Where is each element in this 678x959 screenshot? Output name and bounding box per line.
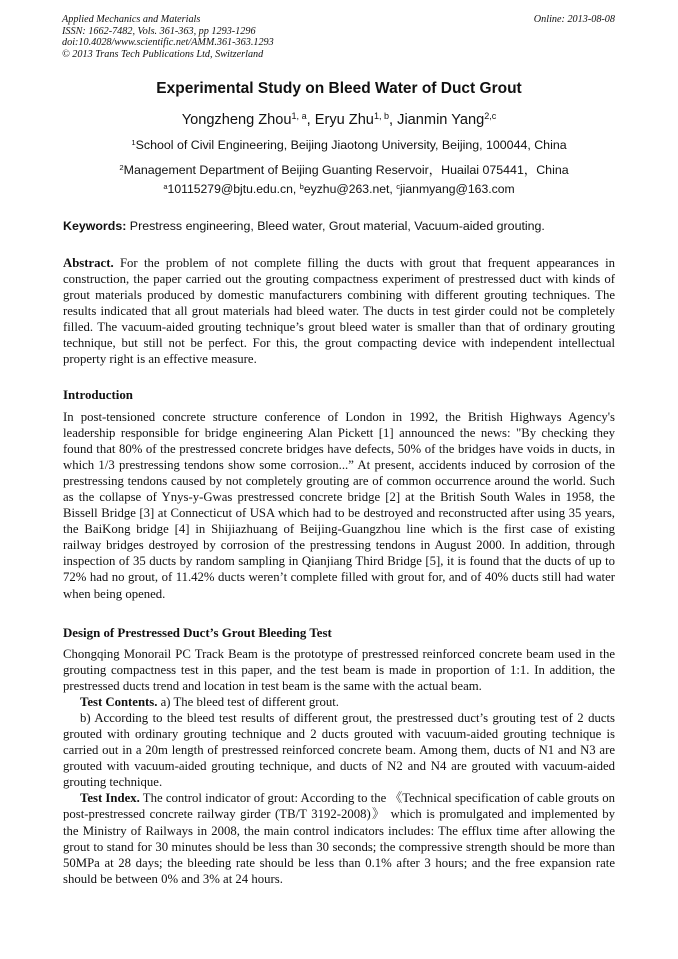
email-text: eyzhu@263.net, xyxy=(303,182,397,196)
affiliation-2 xyxy=(5,160,678,178)
abstract-paragraph xyxy=(63,255,615,367)
online-date: Online: 2013-08-08 xyxy=(533,14,615,25)
affiliation-text: Management Department of Beijing Guanting Reservoir，Huailai 075441，China xyxy=(123,163,569,177)
keywords-label: Keywords: xyxy=(63,219,127,233)
copyright-line: © 2013 Trans Tech Publications Ltd, Switzerland xyxy=(62,48,264,60)
author-affiliation-mark: 1, b xyxy=(373,111,390,122)
test-index-text: The control indicator of grout: According to the 《Technical specification of cable grouts on post-prestressed concrete railway girder (TB/T 3192-2008)》 which is promulgated and implemented by the Ministry of Railways in 2008, the main control indicators includes: The efflux time after allowing the grout to stand for 30 minutes should be less than 30 seconds; the compressive strength should be more than 50MPa at 28 days; the bleeding rate should be less than 0.1% after 3 hours; and the free expansion rate should be between 0% and 3% at 24 hours. xyxy=(63,791,615,886)
paper-title: Experimental Study on Bleed Water of Duct Grout xyxy=(156,80,522,97)
journal-name: Applied Mechanics and Materials xyxy=(62,14,201,25)
author-separator: , xyxy=(389,112,398,128)
email-text: jianmyang@163.com xyxy=(399,182,515,196)
abstract-label: Abstract. xyxy=(63,256,114,270)
keywords-text: Prestress engineering, Bleed water, Grout material, Vacuum-aided grouting. xyxy=(126,219,545,233)
design-paragraph: Chongqing Monorail PC Track Beam is the prototype of prestressed reinforced concrete beam used in the grouting compactness test in this paper, and the test beam is made in proportion of 1:1. In addition, the prestressed ducts trend and location in test beam is the same with the actual beam. xyxy=(63,647,615,694)
email-mark: a xyxy=(163,181,168,191)
author-emails xyxy=(0,182,678,196)
affiliation-text: School of Civil Engineering, Beijing Jiaotong University, Beijing, 100044, China xyxy=(135,138,567,152)
test-contents-text: a) The bleed test of different grout. xyxy=(157,695,339,710)
test-contents-paragraph xyxy=(63,694,615,710)
introduction-text: In post-tensioned concrete structure conference of London in 1992, the British Highways Agency's leadership responsible for bridge engineering Alan Pickett [1] announced the news: "By checking they found that 80% of the prestressed concrete bridges have defects, 50% of the bridges have voids in ducts, in which 1/3 prestressing tendons show some corrosion...” At present, accidents induced by corrosion of the prestressing tendons caused by not completely grouting are of common occurrence around the world. Such as the collapse of Ynys-y-Gwas prestressed concrete bridge [2] at the British South Wales in 1958, the Bissell Bridge [3] at Connecticut of USA which had to be destroyed and reconstructed after using 35 years, the BaiKong bridge [4] in Shijiazhuang of Beijing-Guangzhou line which is the first case of existing railway bridges destroyed by corrosion of the prestressing tendons in August 2000. In addition, through inspection of 35 ducts by random sampling in Qianjiang Third Bridge [5], it is found that the ducts of up to 72% had no grout, of 11.42% ducts weren’t complete filled with grout for, and of 40% ducts still had water when being opened. xyxy=(63,410,615,601)
author-name: Yongzheng Zhou xyxy=(181,112,292,128)
test-contents-b-paragraph: b) According to the bleed test results of different grout, the prestressed duct’s grouting test of 2 ducts grouted with ordinary grouting technique and 2 ducts grouted with vacuum-aided grouting technique is carried out in a 20m length of prestressed reinforced concrete beam. Among them, ducts of N1 and N3 are grouted with vacuum-aided grouting technique, and ducts of N2 and N4 are grouted with vacuum-aided grouting technique. xyxy=(63,711,615,790)
test-index-label: Test Index. xyxy=(80,791,140,806)
design-heading: Design of Prestressed Duct’s Grout Bleeding Test xyxy=(63,626,332,640)
email-mark: b xyxy=(299,181,304,191)
test-index-paragraph xyxy=(63,790,615,886)
issn-line: ISSN: 1662-7482, Vols. 361-363, pp 1293-1296 xyxy=(62,25,256,37)
author-affiliation-mark: 1, a xyxy=(291,111,307,122)
author-separator: , xyxy=(306,112,315,128)
keywords-line xyxy=(63,219,623,233)
affiliation-mark: 1 xyxy=(131,137,136,147)
introduction-heading: Introduction xyxy=(63,388,133,402)
author-list xyxy=(0,112,678,128)
email-text: 10115279@bjtu.edu.cn, xyxy=(167,182,300,196)
author-affiliation-mark: 2,c xyxy=(484,111,497,122)
affiliation-mark: 2 xyxy=(119,162,124,172)
design-section xyxy=(63,646,615,887)
email-mark: c xyxy=(396,181,400,191)
introduction-paragraph xyxy=(63,409,615,602)
journal-header xyxy=(62,14,274,60)
test-contents-label: Test Contents. xyxy=(80,695,158,710)
doi-line: doi:10.4028/www.scientific.net/AMM.361-363.1293 xyxy=(62,37,274,49)
author-name: Eryu Zhu xyxy=(314,112,374,128)
abstract-text: For the problem of not complete filling the ducts with grout that frequent appearances in construction, the paper carried out the grouting compactness experiment of prestressed duct with kinds of grout materials produced by domestic manufacturers combining with different grouting techniques. The results indicated that all grout materials had bleed water. The ducts in test girder could not be completely filled. The vacuum-aided grouting technique’s grout bleed water is smaller than that of ordinary grouting technique, but still not be perfect. For this, the grout compacting device with independent intellectual property right is an effective measure. xyxy=(63,256,615,367)
author-name: Jianmin Yang xyxy=(397,112,485,128)
affiliation-1 xyxy=(10,138,678,152)
